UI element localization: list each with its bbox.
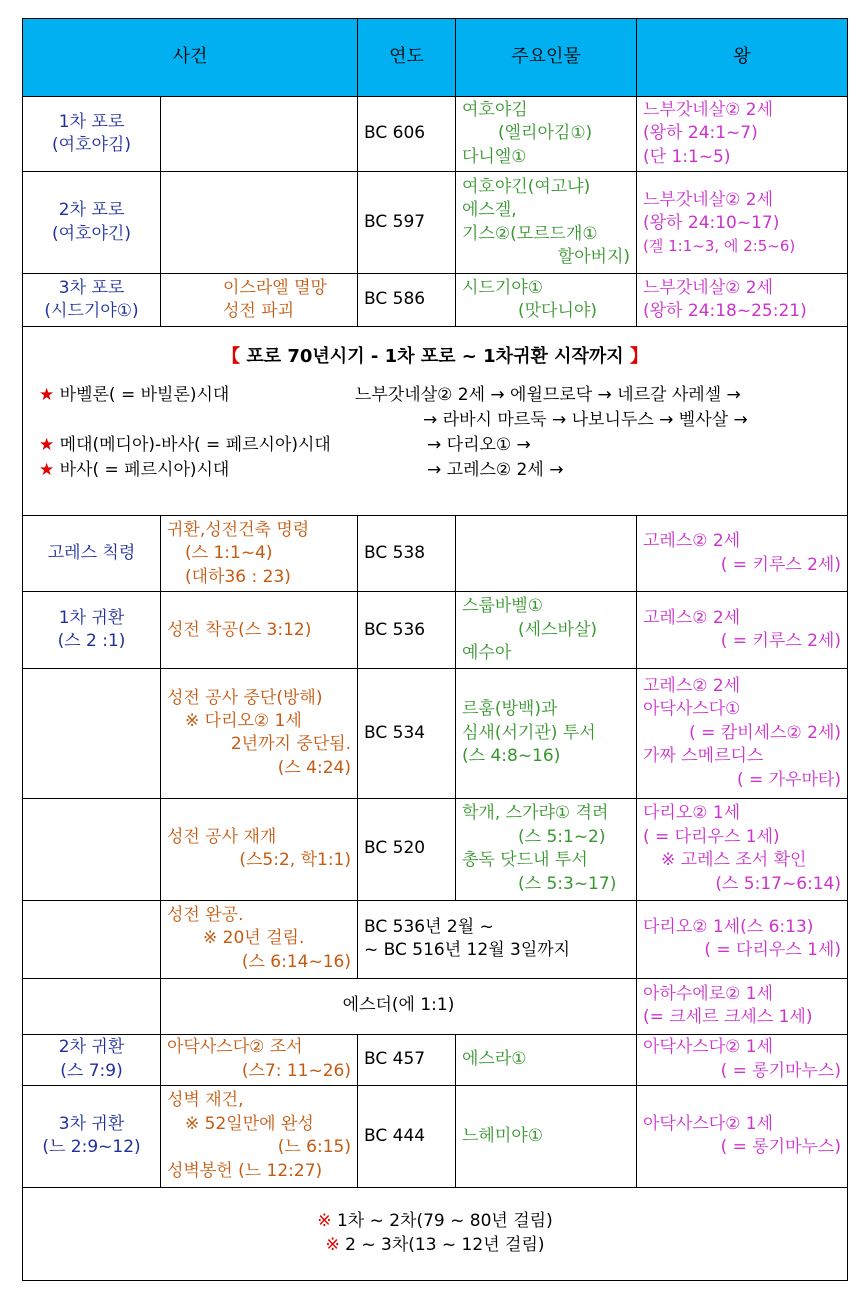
event-king: 아닥사스다② 1세 ( = 롱기마누스): [637, 1034, 848, 1085]
event-people: 여호야김 (엘리아김①) 다니엘①: [456, 97, 637, 172]
header-people: 주요인물: [456, 19, 637, 97]
event-king: 고레스② 2세 ( = 키루스 2세): [637, 592, 848, 669]
event-year: BC 597: [358, 172, 456, 274]
star-icon: ★: [39, 435, 55, 456]
event-name: [23, 978, 161, 1034]
event-name: 고레스 칙령: [23, 516, 161, 592]
event-people: 여호야긴(여고냐) 에스겔, 기스②(모르드개① 할아버지): [456, 172, 637, 274]
event-people: 르훔(방백)과 심새(서기관) 투서 (스 4:8~16): [456, 669, 637, 798]
table-row: [23, 1034, 848, 1085]
event-king: 느부갓네살② 2세 (왕하 24:1~7) (단 1:1~5): [637, 97, 848, 172]
event-name: 2차 귀환 (스 7:9): [23, 1034, 161, 1085]
event-year: BC 444: [358, 1085, 456, 1187]
event-name: 1차 귀환 (스 2 :1): [23, 592, 161, 669]
table-row: [23, 592, 848, 669]
period-row: [23, 327, 848, 516]
table-row: [23, 97, 848, 172]
event-year: BC 538: [358, 516, 456, 592]
header-event: 사건: [23, 19, 358, 97]
period-title: 【 포로 70년시기 - 1차 포로 ~ 1차귀환 시작까지 】: [222, 346, 648, 368]
event-king: 느부갓네살② 2세 (왕하 24:18~25:21): [637, 274, 848, 327]
header-row: [23, 19, 848, 97]
event-desc: [161, 172, 358, 274]
period-line: → 라바시 마르둑 → 나보니두스 → 벨사살 →: [423, 410, 748, 431]
event-king: 다리오② 1세 ( = 다리우스 1세) ※ 고레스 조서 확인 (스 5:17~6:14): [637, 798, 848, 900]
table-row: [23, 516, 848, 592]
period-line: ★ 바사( = 페르시아)시대 → 고레스② 2세 →: [39, 460, 564, 481]
reference-mark-icon: ※: [325, 1234, 340, 1255]
event-name: [23, 900, 161, 978]
star-icon: ★: [39, 460, 55, 481]
event-name: [23, 669, 161, 798]
history-table: [22, 18, 848, 1281]
header-year: 연도: [358, 19, 456, 97]
event-desc: 귀환,성전건축 명령 (스 1:1~4) (대하36 : 23): [161, 516, 358, 592]
table-row: [23, 669, 848, 798]
event-king: 아닥사스다② 1세 ( = 롱기마누스): [637, 1085, 848, 1187]
event-people: 시드기야① (맛다니야): [456, 274, 637, 327]
period-line: ★ 메대(메디아)-바사( = 페르시아)시대 → 다리오① →: [39, 435, 531, 456]
event-esther: 에스더(에 1:1): [161, 978, 637, 1034]
event-desc: 성벽 재건, ※ 52일만에 완성 (느 6:15) 성벽봉헌 (느 12:27): [161, 1085, 358, 1187]
event-people: [456, 516, 637, 592]
event-desc: 성전 공사 재개 (스5:2, 학1:1): [161, 798, 358, 900]
event-name: 3차 포로 (시드기야①): [23, 274, 161, 327]
event-name: [23, 798, 161, 900]
event-king: 고레스② 2세 ( = 키루스 2세): [637, 516, 848, 592]
event-people: 학개, 스가랴① 격려 (스 5:1~2) 총독 닷드내 투서 (스 5:3~17): [456, 798, 637, 900]
event-name: 2차 포로 (여호야긴): [23, 172, 161, 274]
event-king: 아하수에로② 1세 (= 크세르 크세스 1세): [637, 978, 848, 1034]
event-desc: 성전 착공(스 3:12): [161, 592, 358, 669]
star-icon: ★: [39, 385, 55, 406]
notes: ※ 1차 ~ 2차(79 ~ 80년 걸림) ※ 2 ~ 3차(13 ~ 12년 걸림): [23, 1187, 848, 1280]
event-desc: 성전 완공. ※ 20년 걸림. (스 6:14~16): [161, 900, 358, 978]
event-desc: 성전 공사 중단(방해) ※ 다리오② 1세 2년까지 중단됨. (스 4:24): [161, 669, 358, 798]
event-year: BC 520: [358, 798, 456, 900]
reference-mark-icon: ※: [317, 1211, 332, 1232]
table-row: [23, 172, 848, 274]
event-desc: 이스라엘 멸망 성전 파괴: [161, 274, 358, 327]
table-row: [23, 1085, 848, 1187]
event-king: 고레스② 2세 아닥사스다① ( = 캄비세스② 2세) 가짜 스메르디스 ( = 가우마타): [637, 669, 848, 798]
table-row: [23, 274, 848, 327]
event-king: 느부갓네살② 2세 (왕하 24:10~17) (겔 1:1~3, 에 2:5~6): [637, 172, 848, 274]
event-year: BC 457: [358, 1034, 456, 1085]
period-line: ★ 바벨론( = 바빌론)시대 느부갓네살② 2세 → 에윌므로닥 → 네르갈 사레셀 →: [39, 385, 741, 406]
event-name: 3차 귀환 (느 2:9~12): [23, 1085, 161, 1187]
event-year: BC 536: [358, 592, 456, 669]
table-row: [23, 798, 848, 900]
period-section: [23, 327, 848, 516]
event-king: 다리오② 1세(스 6:13) ( = 다리우스 1세): [637, 900, 848, 978]
event-desc: [161, 97, 358, 172]
header-king: 왕: [637, 19, 848, 97]
event-year: BC 586: [358, 274, 456, 327]
event-year: BC 534: [358, 669, 456, 798]
event-people: 느헤미야①: [456, 1085, 637, 1187]
table-row: [23, 978, 848, 1034]
event-desc: 아닥사스다② 조서 (스7: 11~26): [161, 1034, 358, 1085]
event-name: 1차 포로 (여호야김): [23, 97, 161, 172]
event-people: 스룹바벨① (세스바살) 예수아: [456, 592, 637, 669]
event-period: BC 536년 2월 ~ ~ BC 516년 12월 3일까지: [358, 900, 637, 978]
notes-row: [23, 1187, 848, 1280]
event-year: BC 606: [358, 97, 456, 172]
table-row: [23, 900, 848, 978]
event-people: 에스라①: [456, 1034, 637, 1085]
